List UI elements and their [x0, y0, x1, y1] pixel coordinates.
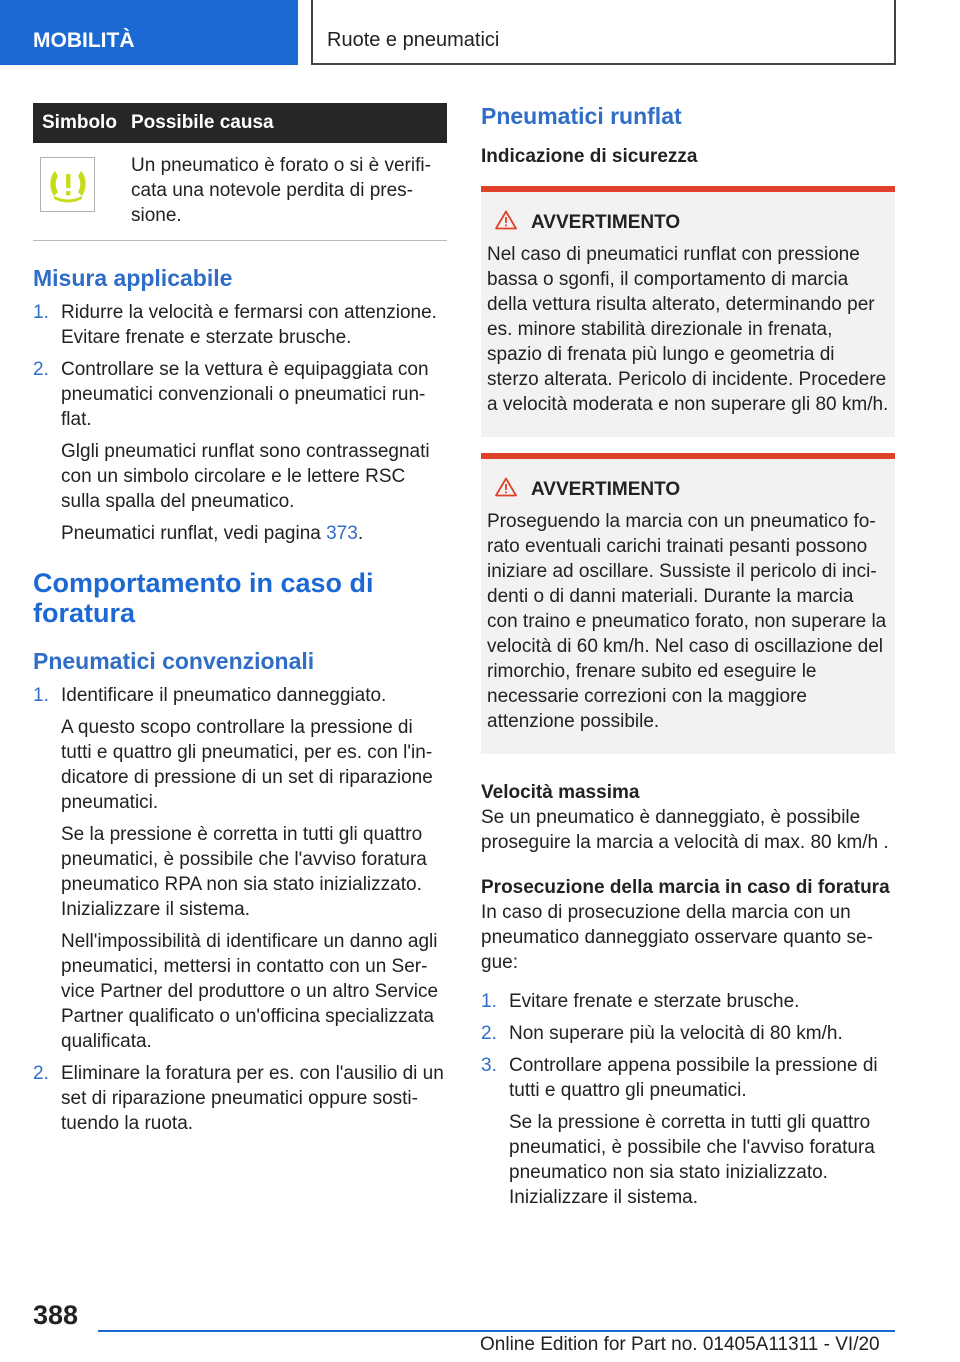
step-text: Non superare più la velocità di 80 km/h. [509, 1023, 843, 1044]
col-header-cause: Possibile causa [131, 112, 274, 133]
page-reference: Pneumatici runflat, vedi pagina 373. [61, 523, 364, 544]
left-column [33, 103, 447, 1136]
list-item [481, 989, 895, 1014]
step-number: 3. [481, 1055, 497, 1076]
page-link[interactable]: 373 [326, 523, 358, 544]
step-text: Eliminare la foratura per es. con l'ausilio di un set di riparazione pneumatici oppure sostituendo la ruota. [61, 1063, 444, 1134]
list-item [481, 1053, 895, 1210]
warning-text: Proseguendo la marcia con un pneumatico forato eventuali carichi trainati pesanti possono iniziare ad oscillare. Sussiste il pericolo di incidenti o di danni materiali. Durante la marcia con traino e pneumatico forato, non superare la velocità di 60 km/h. Nel caso di oscillazione del rimorchio, frenare subito ed eseguire le necessarie correzioni con la maggiore attenzione possibile. [487, 511, 887, 732]
warning-title: AVVERTIMENTO [487, 477, 889, 503]
symbol-cell [33, 153, 131, 228]
step-text: Glgli pneumatici runflat sono contrassegnati con un simbolo circolare e le lettere RSC sulla spalla del pneumatico. [61, 441, 430, 512]
max-speed-text: Se un pneumatico è danneggiato, è possibile proseguire la marcia a velocità di max. 80 km/h . [481, 807, 889, 853]
footer-edition: Online Edition for Part no. 01405A11311 - VI/20 [480, 1334, 880, 1355]
right-column [481, 103, 895, 1210]
puncture-steps [33, 683, 447, 1136]
step-text: Controllare se la vettura è equipaggiata con pneumatici convenzionali o pneumatici runflat. [61, 359, 429, 430]
puncture-heading: Comportamento in caso di foratura [33, 568, 374, 628]
warning-title: AVVERTIMENTO [487, 210, 889, 236]
conventional-tires-heading: Pneumatici convenzionali [33, 648, 315, 674]
step-text: Se la pressione è corretta in tutti gli quattro pneumatici, è possibile che l'avviso foratura pneumatico non sia stato inizializzato. Inizializzare il sistema. [509, 1112, 875, 1208]
step-number: 1. [481, 991, 497, 1012]
symbol-table [33, 103, 447, 241]
measure-steps [33, 300, 447, 546]
symbol-table-header [33, 103, 447, 143]
step-number: 2. [481, 1023, 497, 1044]
warning-box [481, 186, 895, 437]
continue-heading: Prosecuzione della marcia in caso di foratura [481, 877, 890, 898]
footer-divider [98, 1330, 895, 1332]
list-item [33, 1061, 447, 1136]
step-text: A questo scopo controllare la pressione di tutti e quattro gli pneumatici, per es. con l'indicatore di pressione di un set di riparazione pneumatici. [61, 717, 433, 813]
cause-cell: Un pneumatico è forato o si è verificata una notevole perdita di pressione. [131, 155, 431, 226]
tire-pressure-warning-icon [40, 157, 95, 212]
max-speed-heading: Velocità massima [481, 782, 640, 803]
list-item [33, 300, 447, 350]
safety-heading: Indicazione di sicurezza [481, 146, 698, 167]
step-text: Controllare appena possibile la pressione di tutti e quattro gli pneumatici. [509, 1055, 878, 1101]
step-number: 2. [33, 359, 49, 380]
step-text: Nell'impossibilità di identificare un danno agli pneumatici, mettersi in contatto con un Service Partner del produttore o un altro Service Partner qualificato o un'officina specializzata qualificata. [61, 931, 439, 1052]
step-number: 2. [33, 1063, 49, 1084]
col-header-symbol: Simbolo [42, 112, 117, 133]
step-number: 1. [33, 302, 49, 323]
step-text: Ridurre la velocità e fermarsi con attenzione. Evitare frenate e sterzate brusche. [61, 302, 437, 348]
section-tab: MOBILITÀ [0, 0, 298, 65]
step-text: Identificare il pneumatico danneggiato. [61, 685, 387, 706]
step-number: 1. [33, 685, 49, 706]
warning-text: Nel caso di pneumatici runflat con pressione bassa o sgonfi, il comportamento di marcia della vettura risulta alterato, determinando per es. minore stabilità direzionale in frenata, spazio di frenata più lungo e geometria di sterzo alterata. Pericolo di incidente. Procedere a velocità moderata e non superare gli 80 km/h. [487, 244, 889, 415]
step-text: Se la pressione è corretta in tutti gli quattro pneumatici, è possibile che l'avviso foratura pneumatico RPA non sia stato inizializzato. Inizializzare il sistema. [61, 824, 427, 920]
measure-heading: Misura applicabile [33, 265, 233, 291]
step-text: Evitare frenate e sterzate brusche. [509, 991, 800, 1012]
continue-text: In caso di prosecuzione della marcia con un pneumatico danneggiato osservare quanto segue: [481, 902, 873, 973]
table-row [33, 143, 447, 241]
list-item [33, 683, 447, 1054]
list-item [481, 1021, 895, 1046]
list-item [33, 357, 447, 546]
topic-title: Ruote e pneumatici [311, 0, 896, 65]
page-number: 388 [33, 1300, 79, 1330]
runflat-heading: Pneumatici runflat [481, 103, 682, 129]
warning-triangle-icon [495, 477, 517, 503]
continue-steps [481, 989, 895, 1210]
warning-triangle-icon [495, 210, 517, 236]
warning-box [481, 453, 895, 754]
